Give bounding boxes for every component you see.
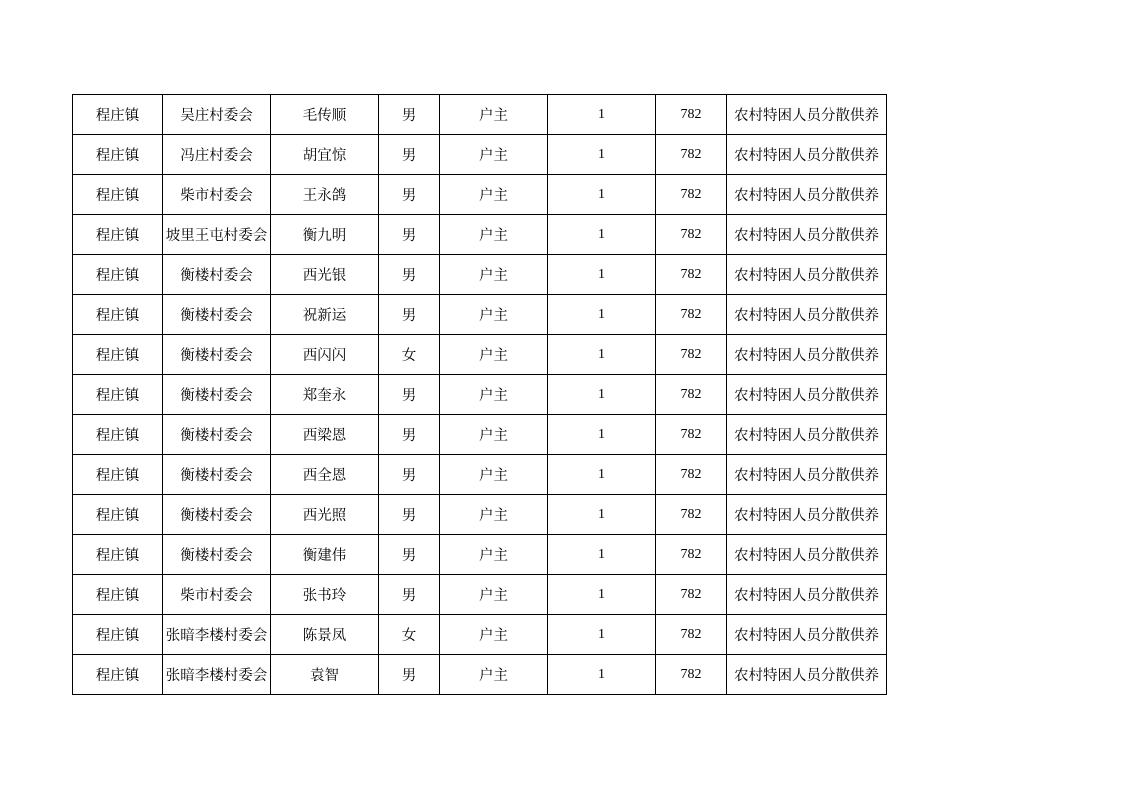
gender-cell: 男	[379, 135, 440, 175]
assistance-type-cell: 农村特困人员分散供养	[727, 255, 887, 295]
name-cell: 衡建伟	[271, 535, 379, 575]
assistance-type-cell: 农村特困人员分散供养	[727, 295, 887, 335]
town-cell: 程庄镇	[73, 135, 163, 175]
town-cell: 程庄镇	[73, 415, 163, 455]
town-cell: 程庄镇	[73, 535, 163, 575]
assistance-type-cell: 农村特困人员分散供养	[727, 95, 887, 135]
gender-cell: 男	[379, 375, 440, 415]
gender-cell: 男	[379, 495, 440, 535]
household-size-cell: 1	[548, 535, 656, 575]
name-cell: 毛传顺	[271, 95, 379, 135]
village-committee-cell: 衡楼村委会	[163, 495, 271, 535]
amount-cell: 782	[656, 455, 727, 495]
relation-cell: 户主	[440, 535, 548, 575]
town-cell: 程庄镇	[73, 615, 163, 655]
amount-cell: 782	[656, 135, 727, 175]
household-size-cell: 1	[548, 415, 656, 455]
amount-cell: 782	[656, 535, 727, 575]
assistance-type-cell: 农村特困人员分散供养	[727, 415, 887, 455]
relation-cell: 户主	[440, 655, 548, 695]
village-committee-cell: 张暗李楼村委会	[163, 655, 271, 695]
village-committee-cell: 衡楼村委会	[163, 535, 271, 575]
gender-cell: 男	[379, 175, 440, 215]
household-size-cell: 1	[548, 255, 656, 295]
name-cell: 胡宜惊	[271, 135, 379, 175]
assistance-type-cell: 农村特困人员分散供养	[727, 455, 887, 495]
town-cell: 程庄镇	[73, 375, 163, 415]
assistance-type-cell: 农村特困人员分散供养	[727, 135, 887, 175]
name-cell: 张书玲	[271, 575, 379, 615]
town-cell: 程庄镇	[73, 95, 163, 135]
table-body	[73, 95, 887, 695]
name-cell: 陈景凤	[271, 615, 379, 655]
household-size-cell: 1	[548, 135, 656, 175]
village-committee-cell: 柴市村委会	[163, 175, 271, 215]
relation-cell: 户主	[440, 375, 548, 415]
town-cell: 程庄镇	[73, 215, 163, 255]
household-size-cell: 1	[548, 455, 656, 495]
amount-cell: 782	[656, 95, 727, 135]
household-size-cell: 1	[548, 655, 656, 695]
relation-cell: 户主	[440, 615, 548, 655]
village-committee-cell: 衡楼村委会	[163, 375, 271, 415]
gender-cell: 男	[379, 455, 440, 495]
relation-cell: 户主	[440, 335, 548, 375]
assistance-type-cell: 农村特困人员分散供养	[727, 335, 887, 375]
name-cell: 西全恩	[271, 455, 379, 495]
amount-cell: 782	[656, 615, 727, 655]
gender-cell: 男	[379, 295, 440, 335]
name-cell: 西梁恩	[271, 415, 379, 455]
table-row	[73, 135, 887, 175]
assistance-type-cell: 农村特困人员分散供养	[727, 495, 887, 535]
gender-cell: 男	[379, 535, 440, 575]
name-cell: 王永鸽	[271, 175, 379, 215]
relation-cell: 户主	[440, 295, 548, 335]
town-cell: 程庄镇	[73, 575, 163, 615]
relation-cell: 户主	[440, 455, 548, 495]
table-row	[73, 575, 887, 615]
amount-cell: 782	[656, 215, 727, 255]
village-committee-cell: 吴庄村委会	[163, 95, 271, 135]
town-cell: 程庄镇	[73, 335, 163, 375]
table-row	[73, 415, 887, 455]
household-size-cell: 1	[548, 615, 656, 655]
table-row	[73, 295, 887, 335]
amount-cell: 782	[656, 415, 727, 455]
name-cell: 郑奎永	[271, 375, 379, 415]
gender-cell: 男	[379, 655, 440, 695]
name-cell: 衡九明	[271, 215, 379, 255]
name-cell: 西光银	[271, 255, 379, 295]
assistance-type-cell: 农村特困人员分散供养	[727, 655, 887, 695]
gender-cell: 男	[379, 575, 440, 615]
name-cell: 祝新运	[271, 295, 379, 335]
household-size-cell: 1	[548, 175, 656, 215]
relation-cell: 户主	[440, 135, 548, 175]
assistance-type-cell: 农村特困人员分散供养	[727, 175, 887, 215]
table-row	[73, 95, 887, 135]
village-committee-cell: 冯庄村委会	[163, 135, 271, 175]
name-cell: 袁智	[271, 655, 379, 695]
town-cell: 程庄镇	[73, 495, 163, 535]
table-row	[73, 215, 887, 255]
town-cell: 程庄镇	[73, 655, 163, 695]
table-row	[73, 175, 887, 215]
relation-cell: 户主	[440, 95, 548, 135]
amount-cell: 782	[656, 175, 727, 215]
household-size-cell: 1	[548, 295, 656, 335]
amount-cell: 782	[656, 655, 727, 695]
amount-cell: 782	[656, 575, 727, 615]
village-committee-cell: 坡里王屯村委会	[163, 215, 271, 255]
assistance-type-cell: 农村特困人员分散供养	[727, 215, 887, 255]
village-committee-cell: 衡楼村委会	[163, 295, 271, 335]
village-committee-cell: 衡楼村委会	[163, 255, 271, 295]
table-row	[73, 455, 887, 495]
gender-cell: 女	[379, 615, 440, 655]
amount-cell: 782	[656, 375, 727, 415]
amount-cell: 782	[656, 495, 727, 535]
assistance-type-cell: 农村特困人员分散供养	[727, 615, 887, 655]
village-committee-cell: 柴市村委会	[163, 575, 271, 615]
relation-cell: 户主	[440, 175, 548, 215]
town-cell: 程庄镇	[73, 295, 163, 335]
name-cell: 西光照	[271, 495, 379, 535]
village-committee-cell: 张暗李楼村委会	[163, 615, 271, 655]
household-size-cell: 1	[548, 495, 656, 535]
amount-cell: 782	[656, 255, 727, 295]
table-row	[73, 375, 887, 415]
household-size-cell: 1	[548, 375, 656, 415]
gender-cell: 女	[379, 335, 440, 375]
amount-cell: 782	[656, 335, 727, 375]
amount-cell: 782	[656, 295, 727, 335]
relation-cell: 户主	[440, 215, 548, 255]
table-row	[73, 335, 887, 375]
assistance-type-cell: 农村特困人员分散供养	[727, 535, 887, 575]
household-size-cell: 1	[548, 95, 656, 135]
household-size-cell: 1	[548, 575, 656, 615]
relation-cell: 户主	[440, 415, 548, 455]
welfare-roster-table	[72, 94, 887, 695]
assistance-type-cell: 农村特困人员分散供养	[727, 575, 887, 615]
table-row	[73, 255, 887, 295]
table-row	[73, 535, 887, 575]
assistance-type-cell: 农村特困人员分散供养	[727, 375, 887, 415]
town-cell: 程庄镇	[73, 175, 163, 215]
town-cell: 程庄镇	[73, 255, 163, 295]
household-size-cell: 1	[548, 335, 656, 375]
gender-cell: 男	[379, 95, 440, 135]
name-cell: 西闪闪	[271, 335, 379, 375]
village-committee-cell: 衡楼村委会	[163, 455, 271, 495]
village-committee-cell: 衡楼村委会	[163, 335, 271, 375]
household-size-cell: 1	[548, 215, 656, 255]
table-row	[73, 615, 887, 655]
town-cell: 程庄镇	[73, 455, 163, 495]
relation-cell: 户主	[440, 575, 548, 615]
relation-cell: 户主	[440, 255, 548, 295]
table-row	[73, 495, 887, 535]
gender-cell: 男	[379, 415, 440, 455]
relation-cell: 户主	[440, 495, 548, 535]
gender-cell: 男	[379, 215, 440, 255]
table-row	[73, 655, 887, 695]
village-committee-cell: 衡楼村委会	[163, 415, 271, 455]
gender-cell: 男	[379, 255, 440, 295]
